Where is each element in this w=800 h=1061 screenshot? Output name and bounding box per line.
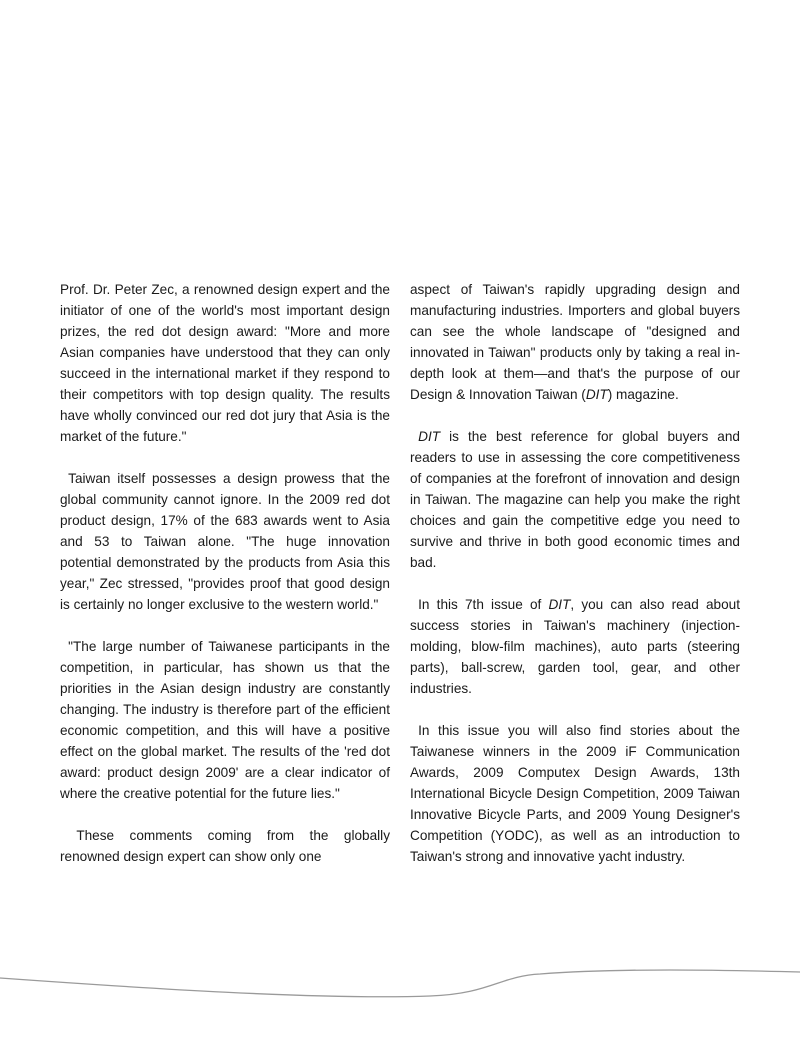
paragraph-comments: These comments coming from the globally renowned design expert can show only one xyxy=(60,828,390,864)
left-column xyxy=(60,279,390,867)
paragraph-taiwan-prowess: Taiwan itself possesses a design prowess that the global community cannot ignore. In the 2009 red dot product design, 17% of the 683 awards went to Asia and 53 to Taiwan alone. "The huge innovation potential demonstrated by the products from Asia this year," Zec stressed, "provides proof that good design is certainly no longer exclusive to the western world." xyxy=(60,471,390,612)
paragraph-zec-quote: Prof. Dr. Peter Zec, a renowned design expert and the initiator of one of the world's most important design prizes, the red dot design award: "More and more Asian companies have understood that they can only succeed in the international market if they respond to their competitors with top design quality. The results have wholly convinced our red dot jury that Asia is the market of the future." xyxy=(60,282,390,444)
paragraph-stories: In this issue you will also find stories about the Taiwanese winners in the 2009 iF Communication Awards, 2009 Computex Design Awards, 13th International Bicycle Design Competition, 2009 Taiwan Innovative Bicycle Parts, and 2009 Young Designer's Competition (YODC), as well as an introduction to Taiwan's strong and innovative yacht industry. xyxy=(410,723,740,864)
paragraph-taiwanese-participants: "The large number of Taiwanese participants in the competition, in particular, has shown us that the priorities in the Asian design industry are constantly changing. The industry is therefore part of the efficient economic competition, and this will have a positive effect on the global market. The results of the 'red dot award: product design 2009' are a clear indicator of where the creative potential for the future lies." xyxy=(60,639,390,801)
right-column xyxy=(410,279,740,867)
decorative-wave-line xyxy=(0,960,800,1020)
paragraph-dit-purpose: aspect of Taiwan's rapidly upgrading design and manufacturing industries. Importers and global buyers can see the whole landscape of "designed and innovated in Taiwan" products only by taking a real in-depth look at them—and that's the purpose of our Design & Innovation Taiwan (DIT) magazine. xyxy=(410,282,740,402)
paragraph-dit-reference: DIT is the best reference for global buyers and readers to use in assessing the core competitiveness of companies at the forefront of innovation and design in Taiwan. The magazine can help you make the right choices and gain the competitive edge you need to survive and thrive in both good economic times and bad. xyxy=(410,429,740,570)
paragraph-7th-issue: In this 7th issue of DIT, you can also read about success stories in Taiwan's machinery (injection-molding, blow-film machines), auto parts (steering parts), ball-screw, garden tool, gear, and other industries. xyxy=(410,597,740,696)
